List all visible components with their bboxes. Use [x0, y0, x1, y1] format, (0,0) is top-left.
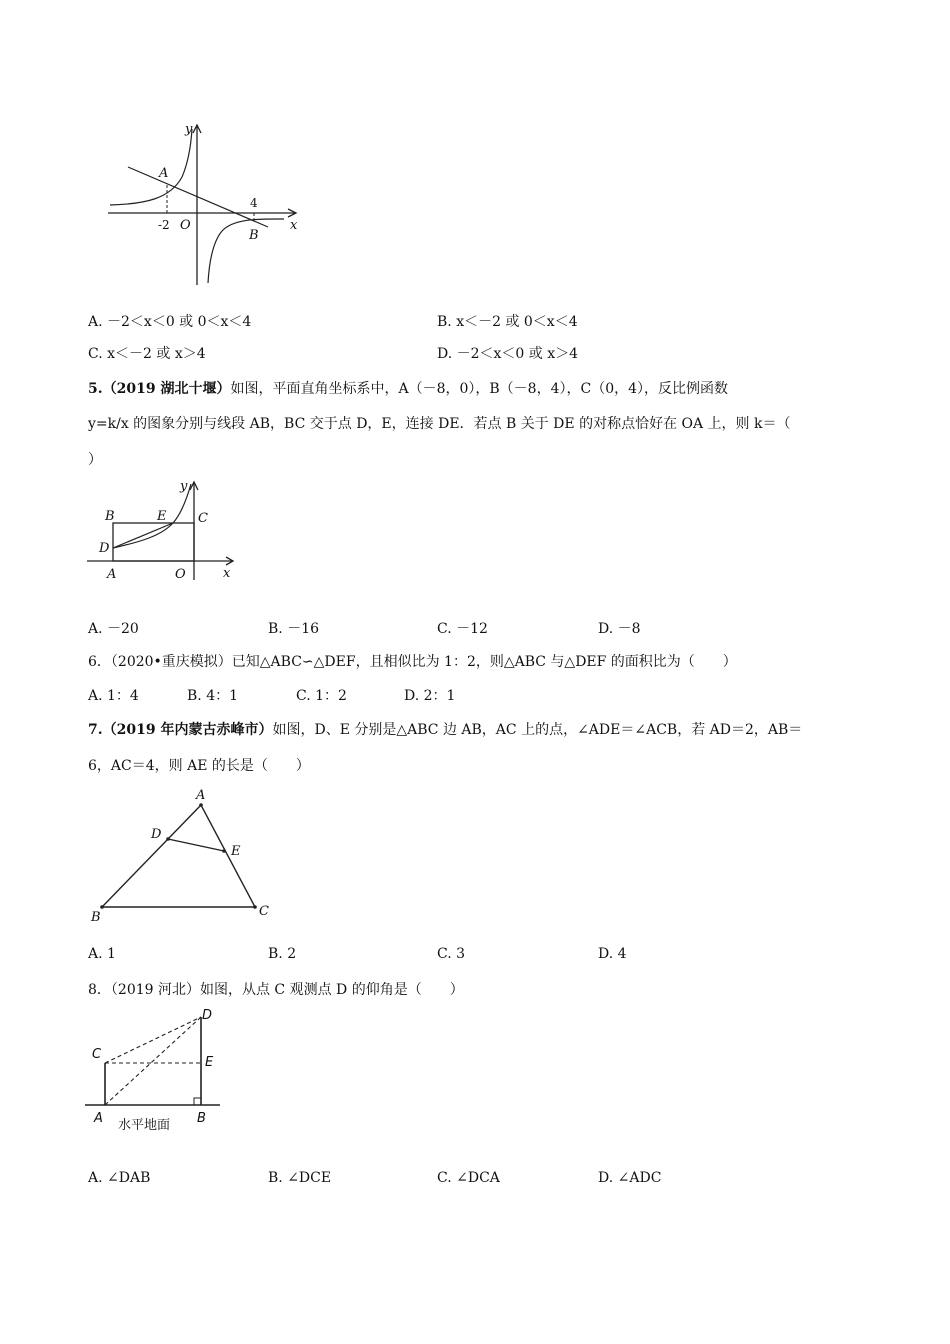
q8-text: 8．（2019 河北）如图，从点 C 观测点 D 的仰角是（ ）	[88, 982, 464, 998]
straight-line	[128, 167, 268, 227]
point-A	[199, 803, 203, 807]
q6-option-d[interactable]: D. 2：1	[404, 688, 456, 704]
q4-option-c[interactable]: C. x＜－2 或 x＞4	[88, 346, 206, 362]
q8-option-c[interactable]: C. ∠DCA	[437, 1170, 500, 1186]
point-C	[253, 905, 257, 909]
q4-option-a[interactable]: A. －2＜x＜0 或 0＜x＜4	[88, 314, 252, 330]
q8-option-b[interactable]: B. ∠DCE	[268, 1170, 332, 1186]
q5-text-1: 如图，平面直角坐标系中，A（－8，0），B（－8，4），C（0，4），反比例函数	[230, 381, 729, 397]
dashed-CD	[105, 1017, 201, 1063]
q7-number: 7.	[88, 722, 103, 738]
label-y: y	[180, 479, 188, 494]
label-O: O	[175, 567, 186, 582]
label-E: E	[205, 1055, 214, 1070]
q7-source: （2019 年内蒙古赤峰市）	[102, 722, 273, 738]
q5-option-b[interactable]: B. －16	[268, 621, 320, 637]
rectangle-ABCO	[113, 523, 194, 561]
label-B: B	[249, 228, 259, 243]
point-B	[100, 905, 104, 909]
q5-line1	[88, 378, 728, 398]
q5-source: （2019 湖北十堰）	[102, 381, 231, 397]
figure-hyperbola-line	[100, 115, 310, 290]
q6-option-a[interactable]: A. 1：4	[88, 688, 139, 704]
q5-option-c[interactable]: C. －12	[437, 621, 488, 637]
label-E: E	[231, 844, 241, 859]
label-D: D	[202, 1008, 213, 1023]
figure-q8-elevation	[85, 1003, 235, 1138]
q6-option-c[interactable]: C. 1：2	[296, 688, 347, 704]
hyperbola-branch-left	[110, 129, 192, 205]
label-E: E	[157, 509, 167, 524]
q7-text-1: 如图，D、E 分别是△ABC 边 AB，AC 上的点，∠ADE＝∠ACB，若 AD＝2，AB＝	[272, 722, 803, 738]
q7-option-c[interactable]: C. 3	[437, 946, 466, 962]
label-B: B	[105, 509, 115, 524]
label-neg2: -2	[158, 218, 170, 232]
segment-DE	[113, 523, 173, 548]
label-B: B	[91, 910, 101, 923]
label-ground: 水平地面	[118, 1118, 171, 1133]
figure-q7-triangle	[85, 783, 280, 923]
label-A: A	[159, 166, 169, 181]
label-O: O	[180, 218, 191, 233]
label-D: D	[99, 541, 110, 556]
label-A: A	[107, 567, 117, 582]
q8-option-d[interactable]: D. ∠ADC	[598, 1170, 662, 1186]
q8-option-a[interactable]: A. ∠DAB	[88, 1170, 151, 1186]
q4-option-b[interactable]: B. x＜－2 或 0＜x＜4	[437, 314, 578, 330]
label-x: x	[223, 566, 231, 581]
segment-DE	[168, 839, 224, 851]
q5-number: 5.	[88, 381, 103, 397]
point-D	[166, 837, 170, 841]
q7-option-a[interactable]: A. 1	[88, 946, 116, 962]
label-C: C	[259, 904, 269, 919]
dashed-AD	[105, 1017, 201, 1105]
q5-line2: y=k/x 的图象分别与线段 AB，BC 交于点 D，E，连接 DE．若点 B 关于 DE 的对称点恰好在 OA 上，则 k＝（	[88, 416, 791, 432]
label-D: D	[151, 827, 162, 842]
right-angle-mark	[194, 1098, 201, 1105]
label-C: C	[92, 1047, 102, 1062]
label-A: A	[94, 1111, 103, 1126]
q6-text: 6．（2020•重庆模拟）已知△ABC∽△DEF，且相似比为 1：2，则△ABC 与△DEF 的面积比为（ ）	[88, 654, 737, 670]
label-C: C	[198, 511, 208, 526]
q7-option-d[interactable]: D. 4	[598, 946, 627, 962]
q7-line2: 6，AC＝4，则 AE 的长是（ ）	[88, 758, 310, 774]
q6-option-b[interactable]: B. 4：1	[187, 688, 239, 704]
label-B: B	[197, 1111, 206, 1126]
q5-line3: ）	[88, 452, 102, 468]
q7-option-b[interactable]: B. 2	[268, 946, 297, 962]
figure-q5-rectangle	[85, 476, 245, 586]
label-A: A	[196, 788, 206, 803]
q5-option-a[interactable]: A. －20	[88, 621, 139, 637]
hyperbola-branch-right	[208, 219, 284, 283]
q7-line1	[88, 719, 802, 739]
label-x: x	[290, 218, 298, 233]
label-4: 4	[250, 196, 258, 210]
q4-option-d[interactable]: D. －2＜x＜0 或 x＞4	[437, 346, 579, 362]
label-y: y	[185, 122, 193, 137]
q5-option-d[interactable]: D. －8	[598, 621, 641, 637]
point-E	[222, 849, 226, 853]
